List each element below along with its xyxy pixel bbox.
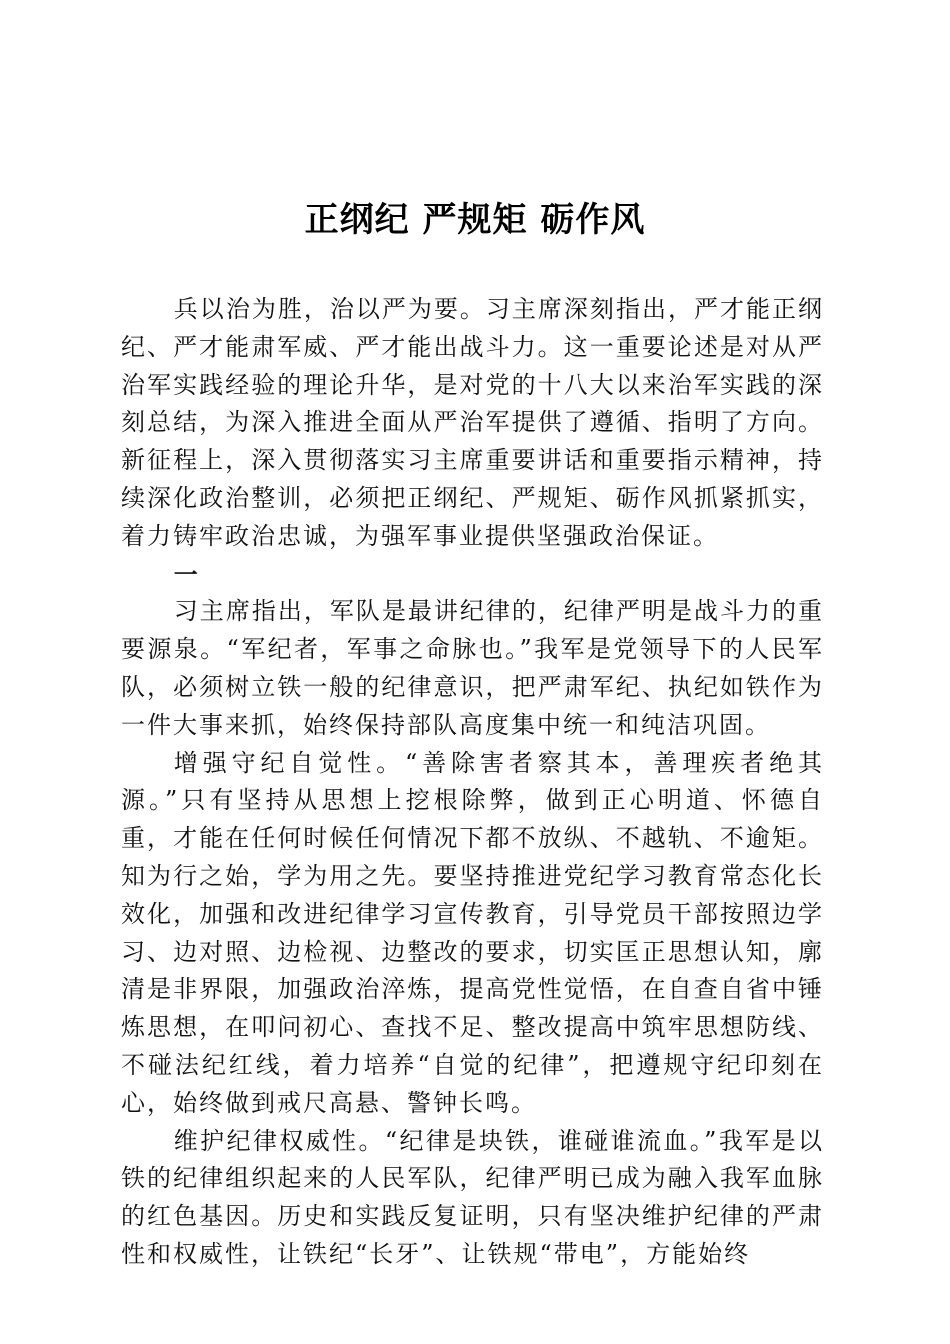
body-paragraph-3: 维护纪律权威性。“纪律是块铁，谁碰谁流血。”我军是以铁的纪律组织起来的人民军队，纪律严明已成为融入我军血脉的红色基因。历史和实践反复证明，只有坚决维护纪律的严肃性和权威性，让铁纪“长牙”、让铁规“带电”，方能始终	[121, 1126, 824, 1268]
document-body	[121, 291, 824, 1274]
document-title: 正纲纪 严规矩 砺作风	[304, 200, 646, 240]
section-number: 一	[173, 559, 200, 589]
body-paragraph-1: 习主席指出，军队是最讲纪律的，纪律严明是战斗力的重要源泉。“军纪者，军事之命脉也。”我军是党领导下的人民军队，必须树立铁一般的纪律意识，把严肃军纪、执纪如铁作为一件大事来抓，始终保持部队高度集中统一和纯洁巩固。	[121, 597, 824, 739]
body-paragraph-2: 增强守纪自觉性。“善除害者察其本，善理疾者绝其源。”只有坚持从思想上挖根除弊，做到正心明道、怀德自重，才能在任何时候任何情况下都不放纵、不越轨、不逾矩。知为行之始，学为用之先。要坚持推进党纪学习教育常态化长效化，加强和改进纪律学习宣传教育，引导党员干部按照边学习、边对照、边检视、边整改的要求，切实匡正思想认知，廓清是非界限，加强政治淬炼，提高党性觉悟，在自查自省中锤炼思想，在叩问初心、查找不足、整改提高中筑牢思想防线、不碰法纪红线，着力培养“自觉的纪律”，把遵规守纪印刻在心，始终做到戒尺高悬、警钟长鸣。	[121, 748, 824, 1117]
intro-paragraph: 兵以治为胜，治以严为要。习主席深刻指出，严才能正纲纪、严才能肃军威、严才能出战斗力。这一重要论述是对从严治军实践经验的理论升华，是对党的十八大以来治军实践的深刻总结，为深入推进全面从严治军提供了遵循、指明了方向。新征程上，深入贯彻落实习主席重要讲话和重要指示精神，持续深化政治整训，必须把正纲纪、严规矩、砺作风抓紧抓实，着力铸牢政治忠诚，为强军事业提供坚强政治保证。	[121, 295, 824, 550]
